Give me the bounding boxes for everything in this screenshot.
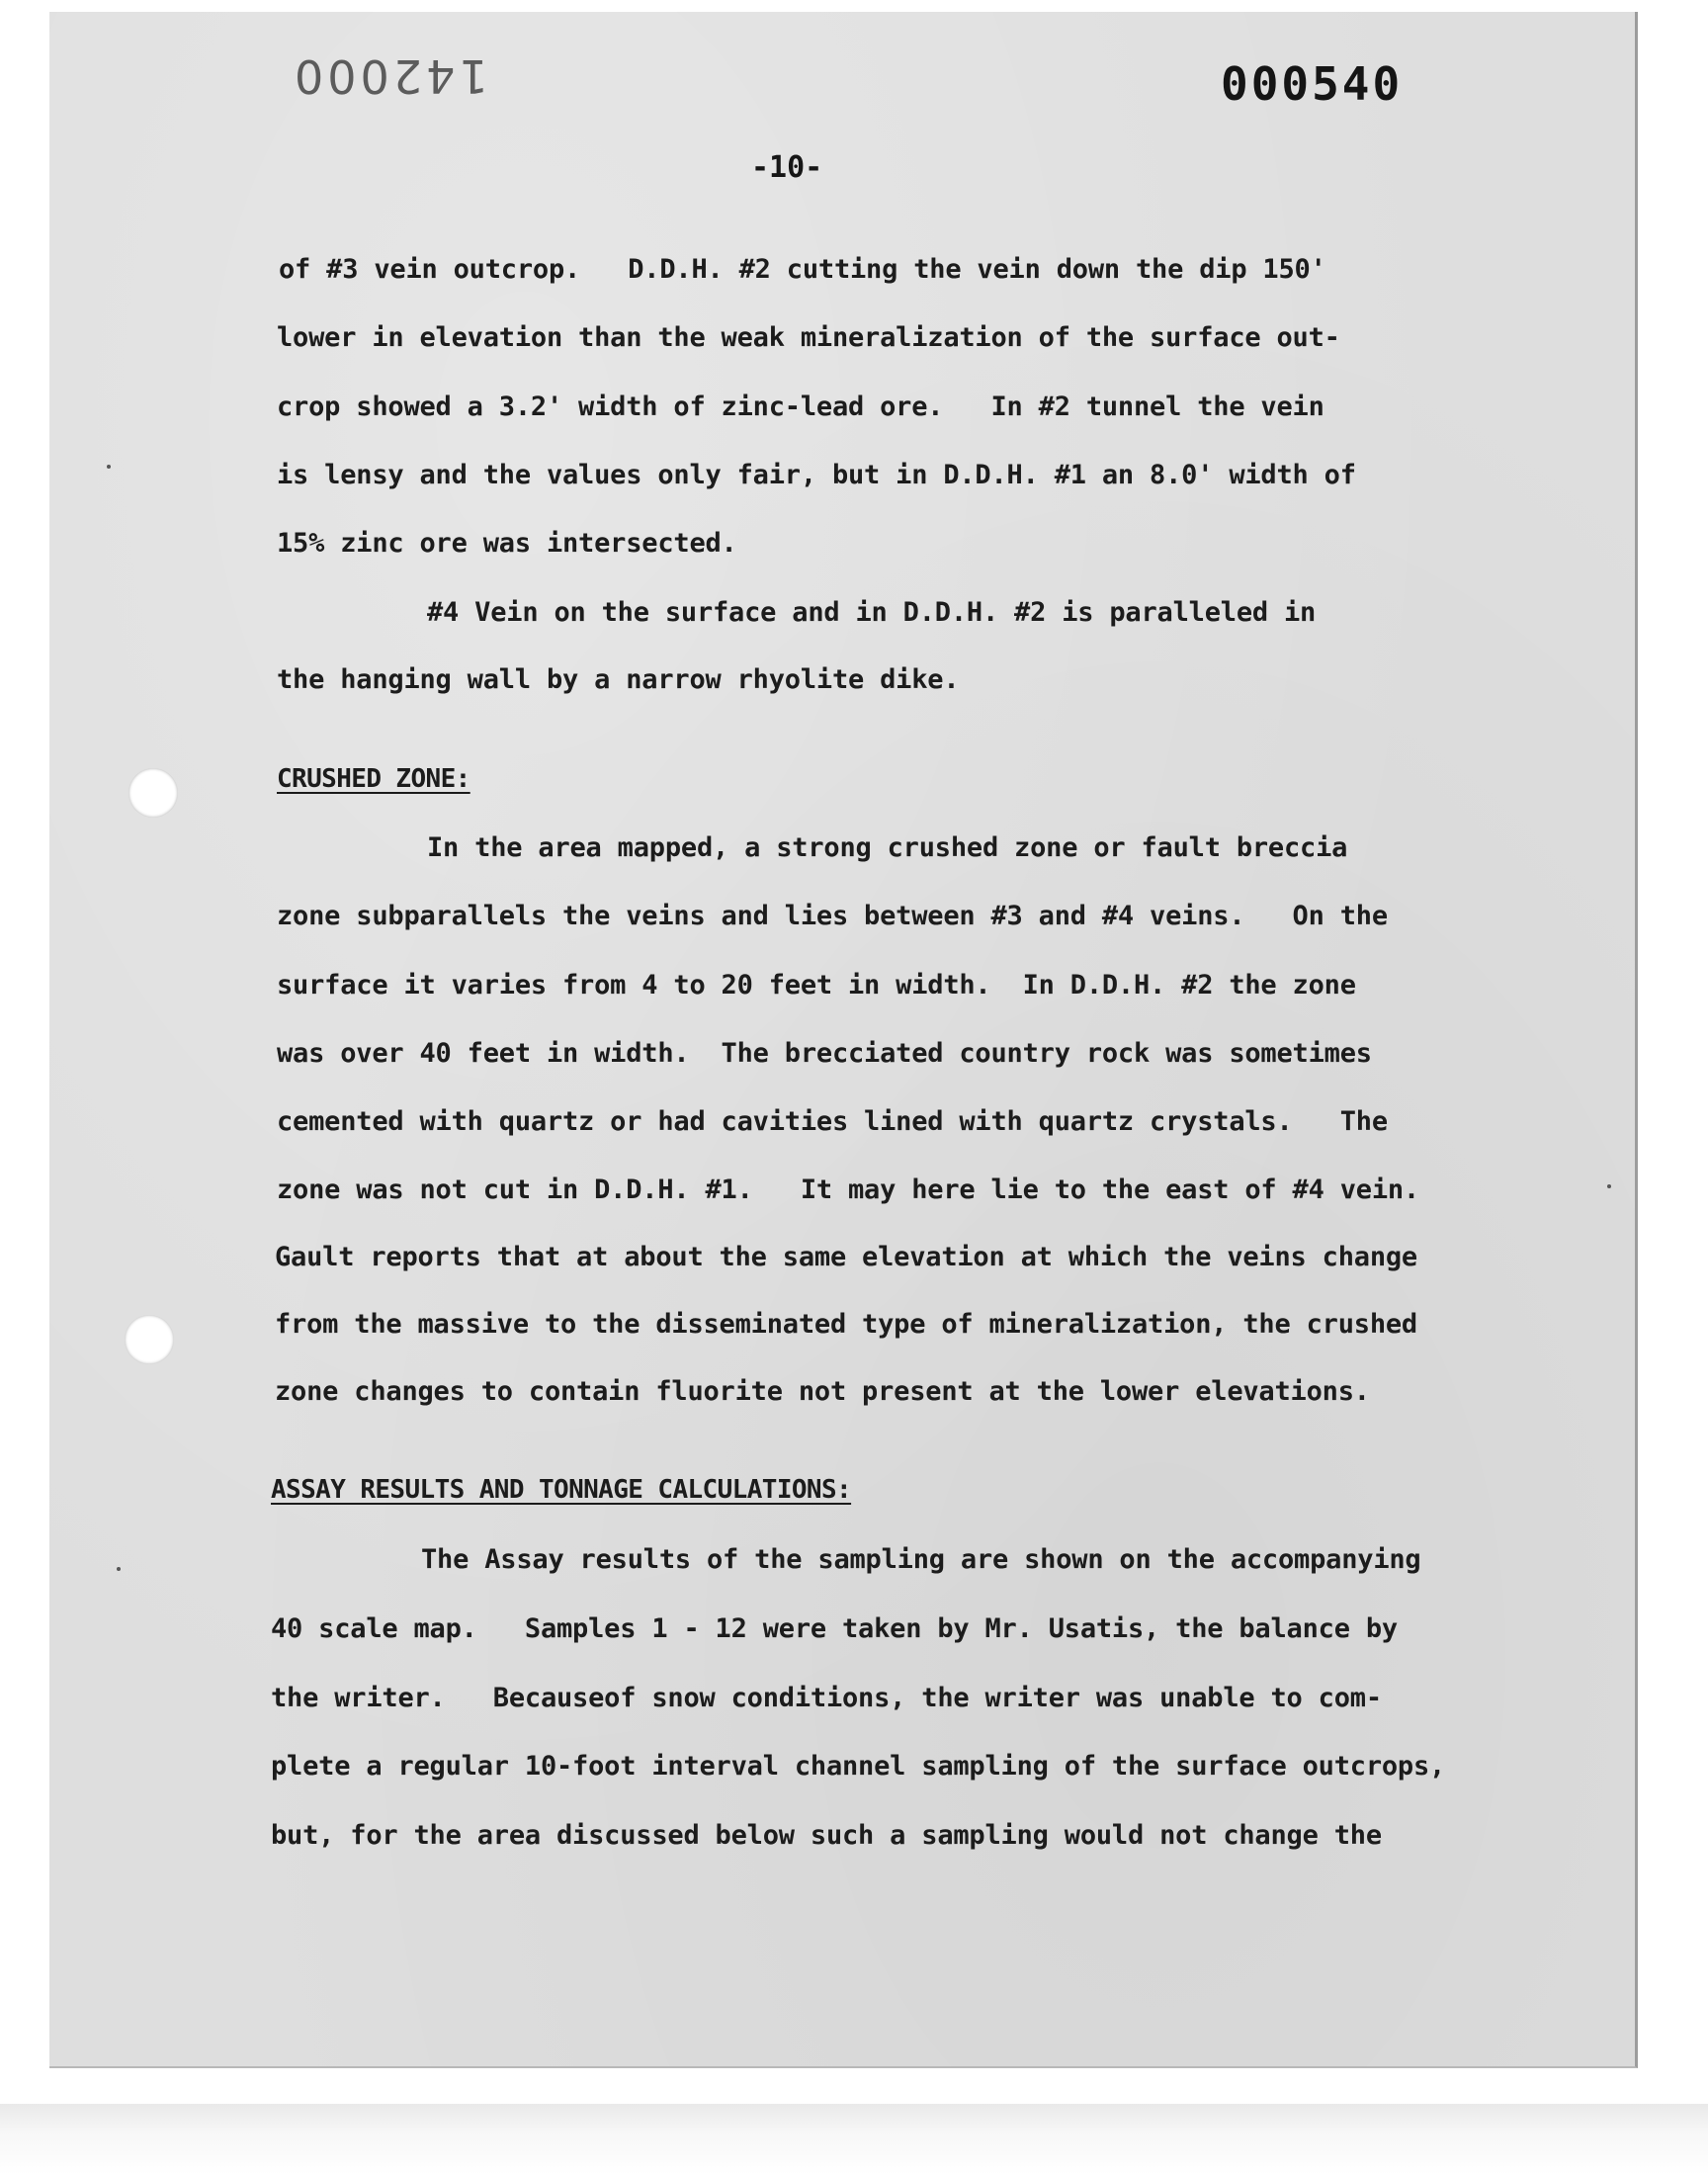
section-heading-crushed-zone: CRUSHED ZONE:	[277, 764, 470, 794]
body-line: 40 scale map. Samples 1 - 12 were taken by Mr. Usatis, the balance by	[271, 1613, 1398, 1644]
body-line: was over 40 feet in width. The brecciated country rock was sometimes	[277, 1038, 1372, 1069]
body-line: the hanging wall by a narrow rhyolite dike.	[277, 664, 960, 695]
body-line: In the area mapped, a strong crushed zone or fault breccia	[427, 832, 1348, 863]
body-line: cemented with quartz or had cavities lined with quartz crystals. The	[277, 1106, 1388, 1137]
body-line: surface it varies from 4 to 20 feet in width. In D.D.H. #2 the zone	[277, 970, 1356, 1000]
page-number: -10-	[751, 150, 823, 185]
body-line: but, for the area discussed below such a sampling would not change the	[271, 1820, 1382, 1851]
handwritten-document-number: 142000	[291, 49, 488, 103]
section-heading-assay-results: ASSAY RESULTS AND TONNAGE CALCULATIONS:	[271, 1475, 852, 1505]
body-line: plete a regular 10-foot interval channel sampling of the surface outcrops,	[271, 1751, 1446, 1782]
body-line: crop showed a 3.2' width of zinc-lead ore. In #2 tunnel the vein	[277, 392, 1324, 422]
body-line: is lensy and the values only fair, but in D.D.H. #1 an 8.0' width of	[277, 460, 1356, 490]
scan-background-edge	[0, 2104, 1708, 2175]
punch-hole-top	[128, 768, 178, 818]
dust-speck	[1607, 1184, 1611, 1188]
dust-speck	[107, 465, 111, 469]
body-line: The Assay results of the sampling are shown on the accompanying	[421, 1544, 1421, 1575]
body-line: of #3 vein outcrop. D.D.H. #2 cutting the vein down the dip 150'	[279, 254, 1326, 285]
body-line: from the massive to the disseminated type of mineralization, the crushed	[275, 1309, 1417, 1340]
dust-speck	[117, 1567, 121, 1571]
body-line: lower in elevation than the weak mineralization of the surface out-	[277, 322, 1340, 353]
body-line: the writer. Becauseof snow conditions, the writer was unable to com-	[271, 1683, 1382, 1713]
stamped-document-number: 000540	[1221, 57, 1404, 111]
body-line: 15% zinc ore was intersected.	[277, 528, 737, 559]
body-line: Gault reports that at about the same elevation at which the veins change	[275, 1242, 1417, 1272]
body-line: zone changes to contain fluorite not present at the lower elevations.	[275, 1376, 1370, 1407]
body-line: #4 Vein on the surface and in D.D.H. #2 is paralleled in	[427, 597, 1317, 628]
punch-hole-bottom	[125, 1315, 174, 1364]
body-line: zone subparallels the veins and lies between #3 and #4 veins. On the	[277, 901, 1388, 931]
body-line: zone was not cut in D.D.H. #1. It may here lie to the east of #4 vein.	[277, 1174, 1419, 1205]
